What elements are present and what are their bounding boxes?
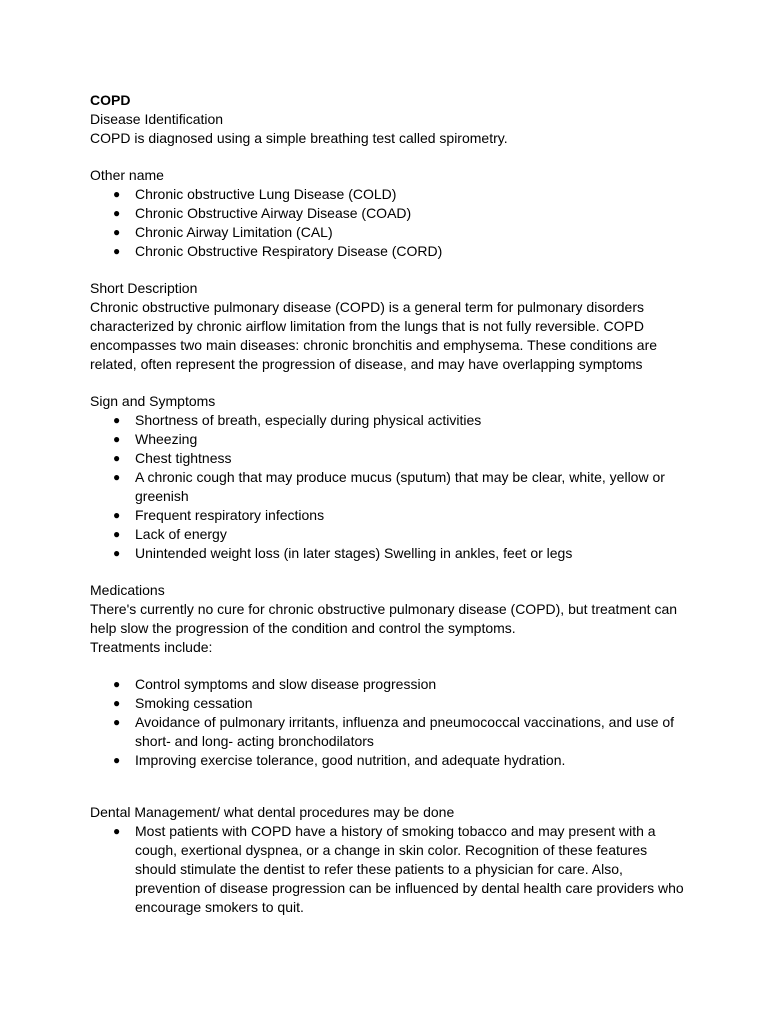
signs-heading: Sign and Symptoms — [90, 393, 216, 409]
bullet-icon: ● — [113, 187, 121, 201]
list-item: ● Control symptoms and slow disease progression — [113, 676, 437, 692]
bullet-icon: ● — [113, 677, 121, 691]
bullet-icon: ● — [113, 546, 121, 560]
paragraph-line: help slow the progression of the condition and control the symptoms. — [90, 620, 516, 636]
bullet-icon: ● — [113, 225, 121, 239]
paragraph-line: Chronic obstructive pulmonary disease (COPD) is a general term for pulmonary disorders — [90, 299, 644, 315]
bullet-icon: ● — [113, 432, 121, 446]
bullet-icon: ● — [113, 715, 121, 729]
list-item: ● Lack of energy — [113, 526, 227, 542]
other-name-list — [90, 185, 688, 261]
spacer — [90, 261, 688, 279]
dental-heading: Dental Management/ what dental procedures may be done — [90, 804, 455, 820]
list-item: ● Chronic Obstructive Respiratory Disease (CORD) — [113, 243, 443, 259]
treatments-list — [90, 675, 688, 770]
treatments-label: Treatments include: — [90, 639, 213, 655]
list-item: ● Chronic obstructive Lung Disease (COLD) — [113, 186, 397, 202]
signs-list — [90, 411, 688, 563]
bullet-icon: ● — [113, 508, 121, 522]
list-item: ● Avoidance of pulmonary irritants, influenza and pneumococcal vaccinations, and use of short- and long- acting bronchodilators — [113, 714, 675, 749]
dental-list — [90, 822, 688, 917]
medications-heading: Medications — [90, 582, 165, 598]
bullet-icon: ● — [113, 244, 121, 258]
list-item: ● Frequent respiratory infections — [113, 507, 325, 523]
spacer — [90, 657, 688, 675]
list-item: ● Chronic Obstructive Airway Disease (COAD) — [113, 205, 412, 221]
other-name-heading: Other name — [90, 167, 164, 183]
spacer — [90, 374, 688, 392]
bullet-icon: ● — [113, 527, 121, 541]
paragraph-line: characterized by chronic airflow limitation from the lungs that is not fully reversible. COPD — [90, 318, 644, 334]
paragraph-line: encompasses two main diseases: chronic bronchitis and emphysema. These conditions are — [90, 337, 658, 353]
list-item: ● Improving exercise tolerance, good nutrition, and adequate hydration. — [113, 752, 566, 768]
list-item: ● Chest tightness — [113, 450, 232, 466]
disease-identification-heading: Disease Identification — [90, 111, 224, 127]
disease-identification-text: COPD is diagnosed using a simple breathing test called spirometry. — [90, 130, 508, 146]
bullet-icon: ● — [113, 206, 121, 220]
document-title: COPD — [90, 92, 131, 108]
paragraph-line: related, often represent the progression of disease, and may have overlapping symptoms — [90, 356, 643, 372]
list-item: ● A chronic cough that may produce mucus (sputum) that may be clear, white, yellow or greenish — [113, 469, 665, 504]
bullet-icon: ● — [113, 413, 121, 427]
bullet-icon: ● — [113, 824, 121, 838]
bullet-icon: ● — [113, 470, 121, 484]
list-item: ● Smoking cessation — [113, 695, 253, 711]
spacer — [90, 770, 688, 803]
bullet-icon: ● — [113, 451, 121, 465]
spacer — [90, 563, 688, 581]
bullet-icon: ● — [113, 753, 121, 767]
bullet-icon: ● — [113, 696, 121, 710]
list-item: ● Chronic Airway Limitation (CAL) — [113, 224, 333, 240]
list-item: ● Unintended weight loss (in later stages) Swelling in ankles, feet or legs — [113, 545, 573, 561]
short-description-heading: Short Description — [90, 280, 198, 296]
list-item: ● Wheezing — [113, 431, 198, 447]
paragraph-line: There's currently no cure for chronic obstructive pulmonary disease (COPD), but treatment can — [90, 601, 678, 617]
list-item: ● Shortness of breath, especially during physical activities — [113, 412, 482, 428]
list-item: ● Most patients with COPD have a history of smoking tobacco and may present with a cough, exertional dyspnea, or a change in skin color. Recognition of these features should stimulate the dentist to refer these patients to a physician for care. Also, prevention of disease progression can be influenced by dental health care providers who encourage smokers to quit. — [113, 823, 684, 915]
spacer — [90, 148, 688, 166]
